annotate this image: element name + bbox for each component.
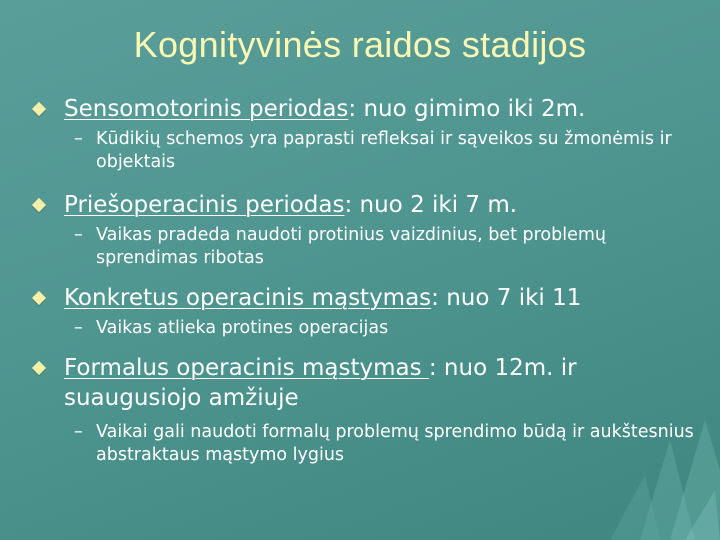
stage-term: Priešoperacinis periodas [64, 192, 345, 218]
stage-term: Formalus operacinis mąstymas [64, 355, 429, 381]
diamond-bullet-icon [32, 102, 46, 116]
stage-term: Konkretus operacinis mąstymas [64, 285, 432, 311]
stage-description-text: Vaikai gali naudoti formalų problemų sprendimo būdą ir aukštesnius abstraktaus mąstymo lygius [96, 422, 694, 465]
dash-marker: – [74, 225, 83, 245]
slide-title: Kognityvinės raidos stadijos [133, 24, 587, 65]
diamond-bullet-icon [32, 291, 46, 305]
stage-term: Sensomotorinis periodas [64, 96, 349, 122]
list-item [34, 283, 712, 340]
stage-description [74, 421, 712, 467]
list-item [34, 94, 712, 174]
stage-heading [64, 94, 712, 124]
dash-marker: – [74, 318, 83, 338]
stage-age: : nuo 2 iki 7 m. [344, 192, 518, 218]
dash-marker: – [74, 422, 83, 442]
stage-description-text: Vaikas atlieka protines operacijas [96, 318, 389, 338]
stage-age: : nuo 12m. ir suaugusiojo amžiuje [64, 355, 577, 411]
stage-age: : nuo 7 iki 11 [431, 285, 582, 311]
diamond-bullet-icon [32, 361, 46, 375]
diamond-bullet-icon [32, 198, 46, 212]
stage-heading [64, 353, 712, 413]
stage-description-text: Kūdikių schemos yra paprasti refleksai ir sąveikos su žmonėmis ir objektais [96, 129, 672, 172]
stage-heading [64, 283, 712, 313]
list-item [34, 353, 712, 467]
stage-age: : nuo gimimo iki 2m. [348, 96, 586, 122]
stage-description [74, 317, 712, 340]
stage-description [74, 128, 712, 174]
stage-heading [64, 190, 712, 220]
stage-description-text: Vaikas pradeda naudoti protinius vaizdinius, bet problemų sprendimas ribotas [96, 225, 606, 268]
dash-marker: – [74, 129, 83, 149]
list-item [34, 190, 712, 270]
stage-description [74, 224, 712, 270]
